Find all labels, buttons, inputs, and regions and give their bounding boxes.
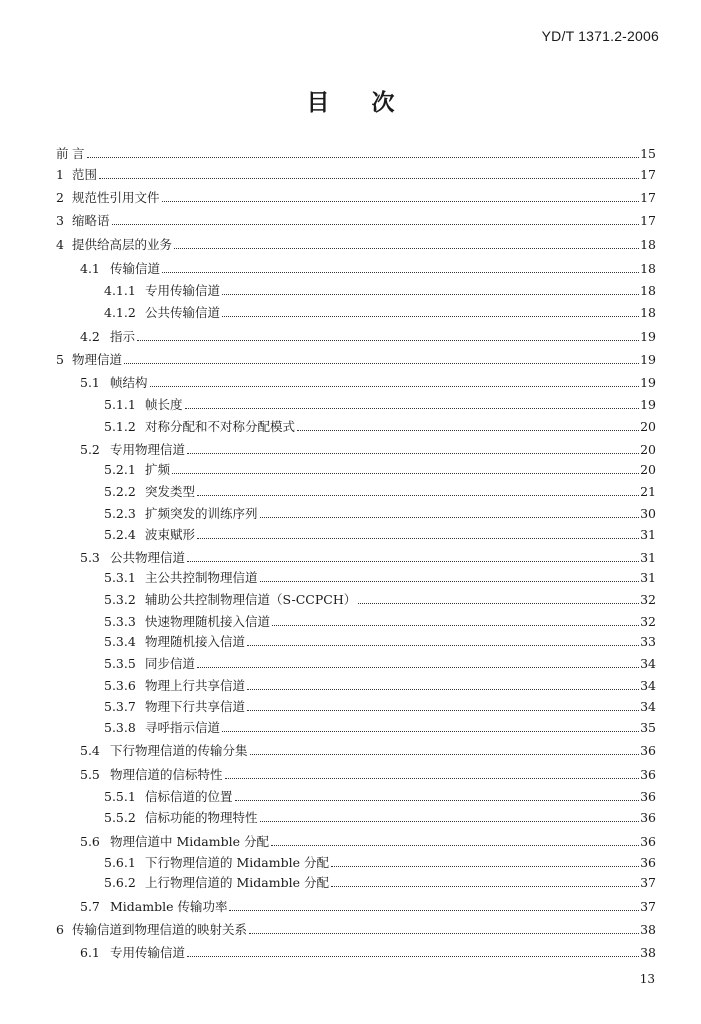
toc-entry	[56, 142, 656, 162]
toc-entry-number: 5.6.2	[104, 875, 136, 890]
toc-entry-title: 物理信道	[72, 352, 123, 367]
toc-leader-dots	[235, 799, 640, 801]
toc-entry	[56, 348, 656, 368]
toc-entry-title: 传输信道到物理信道的映射关系	[72, 922, 248, 937]
toc-entry	[104, 458, 656, 478]
toc-entry-number: 5.3.1	[104, 570, 136, 585]
toc-leader-dots	[272, 624, 639, 626]
toc-entry-page: 32	[640, 592, 656, 607]
toc-entry	[56, 163, 656, 183]
toc-entry-page: 36	[640, 789, 656, 804]
toc-entry-page: 17	[640, 213, 656, 228]
toc-entry-title: 物理下行共享信道	[145, 699, 246, 714]
toc-entry	[104, 716, 656, 736]
toc-entry-number: 5.3.5	[104, 656, 136, 671]
toc-entry-number: 5.4	[80, 743, 100, 758]
toc-entry-number: 5.2.4	[104, 527, 136, 542]
toc-leader-dots	[260, 820, 640, 822]
toc-leader-dots	[222, 293, 639, 295]
toc-entry-number: 3	[56, 213, 64, 228]
toc-entry	[104, 652, 656, 672]
toc-entry	[80, 830, 656, 850]
toc-entry-page: 31	[640, 527, 656, 542]
page-number: 13	[639, 972, 655, 986]
toc-entry	[56, 233, 656, 253]
toc-entry-page: 36	[640, 810, 656, 825]
toc-entry-page: 18	[640, 283, 656, 298]
toc-entry	[80, 257, 656, 277]
toc-entry	[104, 566, 656, 586]
toc-entry	[80, 739, 656, 759]
toc-entry-number: 6	[56, 922, 64, 937]
toc-entry-page: 18	[640, 261, 656, 276]
toc-leader-dots	[137, 339, 639, 341]
toc-leader-dots	[187, 560, 639, 562]
toc-entry-page: 36	[640, 834, 656, 849]
toc-leader-dots	[124, 362, 639, 364]
toc-entry	[104, 695, 656, 715]
toc-entry-title: 主公共控制物理信道	[145, 570, 258, 585]
toc-entry	[104, 630, 656, 650]
toc-entry-title: 下行物理信道的传输分集	[110, 743, 248, 758]
toc-entry-title: 物理随机接入信道	[145, 634, 246, 649]
toc-entry-number: 4.1.2	[104, 305, 136, 320]
toc-entry-page: 21	[640, 484, 656, 499]
title-char-1: 目	[306, 90, 330, 116]
toc-entry-page: 38	[640, 945, 656, 960]
toc-entry-page: 35	[640, 720, 656, 735]
toc-entry-number: 5.6.1	[104, 855, 136, 870]
toc-entry-title: 辅助公共控制物理信道（S-CCPCH）	[145, 592, 357, 607]
toc-entry	[80, 325, 656, 345]
toc-entry-title: 快速物理随机接入信道	[145, 614, 271, 629]
toc-entry-number: 5.2	[80, 442, 100, 457]
toc-entry	[56, 186, 656, 206]
page-title	[0, 84, 701, 117]
toc-leader-dots	[249, 932, 639, 934]
toc-entry-number: 5.3.2	[104, 592, 136, 607]
toc-leader-dots	[247, 709, 639, 711]
toc-entry	[104, 871, 656, 891]
toc-leader-dots	[197, 666, 639, 668]
toc-entry-number: 6.1	[80, 945, 100, 960]
toc-entry-page: 18	[640, 237, 656, 252]
toc-entry-number: 5.1	[80, 375, 100, 390]
toc-leader-dots	[225, 777, 640, 779]
toc-leader-dots	[331, 865, 639, 867]
toc-leader-dots	[222, 730, 639, 732]
toc-entry-title: 缩略语	[72, 213, 110, 228]
toc-entry-page: 31	[640, 550, 656, 565]
toc-entry-number: 5.7	[80, 899, 100, 914]
toc-entry-title: Midamble 传输功率	[110, 899, 228, 914]
toc-entry-title: 帧长度	[145, 397, 183, 412]
toc-entry-page: 33	[640, 634, 656, 649]
toc-entry-page: 17	[640, 190, 656, 205]
toc-entry-page: 34	[640, 699, 656, 714]
toc-entry-page: 31	[640, 570, 656, 585]
toc-entry	[104, 415, 656, 435]
toc-entry-page: 19	[640, 352, 656, 367]
toc-entry-title: 波束赋形	[145, 527, 196, 542]
toc-leader-dots	[250, 753, 640, 755]
toc-leader-dots	[172, 472, 639, 474]
toc-entry-page: 34	[640, 678, 656, 693]
toc-entry-title: 专用传输信道	[145, 283, 221, 298]
toc-entry-number: 4	[56, 237, 64, 252]
toc-leader-dots	[247, 688, 639, 690]
toc-entry-number: 5.3.6	[104, 678, 136, 693]
toc-entry-number: 4.1.1	[104, 283, 136, 298]
toc-entry-page: 19	[640, 329, 656, 344]
toc-leader-dots	[260, 516, 640, 518]
toc-entry-number: 前	[56, 146, 69, 161]
toc-entry	[104, 502, 656, 522]
toc-leader-dots	[297, 429, 639, 431]
toc-entry	[80, 763, 656, 783]
toc-entry-title: 规范性引用文件	[72, 190, 160, 205]
toc-leader-dots	[247, 644, 639, 646]
toc-leader-dots	[358, 602, 639, 604]
toc-entry-page: 15	[640, 146, 656, 161]
standard-code: YD/T 1371.2-2006	[541, 28, 659, 44]
toc-entry	[104, 588, 656, 608]
toc-entry-page: 36	[640, 767, 656, 782]
toc-leader-dots	[187, 955, 639, 957]
toc-leader-dots	[174, 247, 639, 249]
toc-entry	[104, 806, 656, 826]
toc-leader-dots	[187, 452, 639, 454]
toc-entry-title: 寻呼指示信道	[145, 720, 221, 735]
toc-entry-number: 4.1	[80, 261, 100, 276]
toc-entry	[80, 546, 656, 566]
toc-entry	[104, 785, 656, 805]
toc-leader-dots	[331, 885, 639, 887]
toc-entry-number: 5.3.4	[104, 634, 136, 649]
toc-entry	[104, 480, 656, 500]
toc-entry-number: 5.1.2	[104, 419, 136, 434]
toc-leader-dots	[87, 156, 640, 158]
toc-entry	[80, 895, 656, 915]
toc-leader-dots	[162, 200, 640, 202]
toc-entry-number: 5.3.3	[104, 614, 136, 629]
toc-entry-number: 5	[56, 352, 64, 367]
toc-entry	[56, 209, 656, 229]
toc-entry-page: 20	[640, 419, 656, 434]
toc-leader-dots	[185, 407, 640, 409]
title-char-2: 次	[371, 90, 395, 116]
toc-entry-title: 信标信道的位置	[145, 789, 233, 804]
toc-entry-page: 30	[640, 506, 656, 521]
toc-entry-number: 5.3	[80, 550, 100, 565]
toc-entry-page: 32	[640, 614, 656, 629]
toc-entry-title: 公共传输信道	[145, 305, 221, 320]
toc-entry-number: 5.2.2	[104, 484, 136, 499]
toc-entry-page: 34	[640, 656, 656, 671]
toc-entry-page: 20	[640, 462, 656, 477]
toc-entry-title: 提供给高层的业务	[72, 237, 173, 252]
toc-entry-title: 专用物理信道	[110, 442, 186, 457]
toc-entry-number: 5.6	[80, 834, 100, 849]
toc-leader-dots	[99, 177, 639, 179]
toc-entry-title: 信标功能的物理特性	[145, 810, 258, 825]
toc-entry-number: 5.1.1	[104, 397, 136, 412]
toc-entry-title: 对称分配和不对称分配模式	[145, 419, 296, 434]
toc-entry-page: 20	[640, 442, 656, 457]
toc-entry-title: 物理上行共享信道	[145, 678, 246, 693]
toc-entry-title: 言	[72, 146, 85, 161]
toc-entry-title: 扩频	[145, 462, 171, 477]
toc-entry-title: 公共物理信道	[110, 550, 186, 565]
toc-entry	[104, 301, 656, 321]
toc-entry-number: 5.2.3	[104, 506, 136, 521]
toc-entry	[104, 523, 656, 543]
toc-entry	[56, 918, 656, 938]
toc-entry-title: 物理信道中 Midamble 分配	[110, 834, 269, 849]
toc-entry	[104, 851, 656, 871]
toc-entry-page: 37	[640, 875, 656, 890]
toc-entry-title: 物理信道的信标特性	[110, 767, 223, 782]
toc-leader-dots	[271, 844, 639, 846]
toc-leader-dots	[162, 271, 639, 273]
toc-entry-number: 4.2	[80, 329, 100, 344]
toc-entry-page: 36	[640, 743, 656, 758]
toc-entry-number: 5.3.7	[104, 699, 136, 714]
toc-entry-page: 18	[640, 305, 656, 320]
toc-entry-title: 指示	[110, 329, 136, 344]
toc-entry-title: 突发类型	[145, 484, 196, 499]
toc-entry	[80, 438, 656, 458]
toc-leader-dots	[197, 537, 639, 539]
toc-leader-dots	[150, 385, 640, 387]
toc-entry-page: 36	[640, 855, 656, 870]
toc-entry-page: 37	[640, 899, 656, 914]
toc-entry-title: 扩频突发的训练序列	[145, 506, 258, 521]
toc-leader-dots	[112, 223, 640, 225]
toc-leader-dots	[222, 315, 639, 317]
toc-entry-number: 2	[56, 190, 64, 205]
toc-entry	[104, 393, 656, 413]
toc-entry-title: 下行物理信道的 Midamble 分配	[145, 855, 329, 870]
toc-entry-number: 5.5	[80, 767, 100, 782]
toc-leader-dots	[229, 909, 639, 911]
toc-entry	[104, 279, 656, 299]
toc-entry-number: 5.3.8	[104, 720, 136, 735]
toc-entry	[104, 674, 656, 694]
toc-entry-page: 17	[640, 167, 656, 182]
toc-entry-title: 帧结构	[110, 375, 148, 390]
toc-entry-page: 38	[640, 922, 656, 937]
toc-entry-number: 5.5.2	[104, 810, 136, 825]
toc-entry	[104, 610, 656, 630]
toc-entry-number: 5.5.1	[104, 789, 136, 804]
toc-entry	[80, 371, 656, 391]
toc-entry-title: 传输信道	[110, 261, 161, 276]
toc-entry	[80, 941, 656, 961]
toc-entry-title: 同步信道	[145, 656, 196, 671]
toc-entry-title: 专用传输信道	[110, 945, 186, 960]
toc-entry-number: 1	[56, 167, 64, 182]
toc-entry-title: 上行物理信道的 Midamble 分配	[145, 875, 329, 890]
toc-leader-dots	[260, 580, 640, 582]
toc-entry-page: 19	[640, 375, 656, 390]
toc-entry-number: 5.2.1	[104, 462, 136, 477]
toc-entry-title: 范围	[72, 167, 98, 182]
toc-entry-page: 19	[640, 397, 656, 412]
toc-leader-dots	[197, 494, 639, 496]
